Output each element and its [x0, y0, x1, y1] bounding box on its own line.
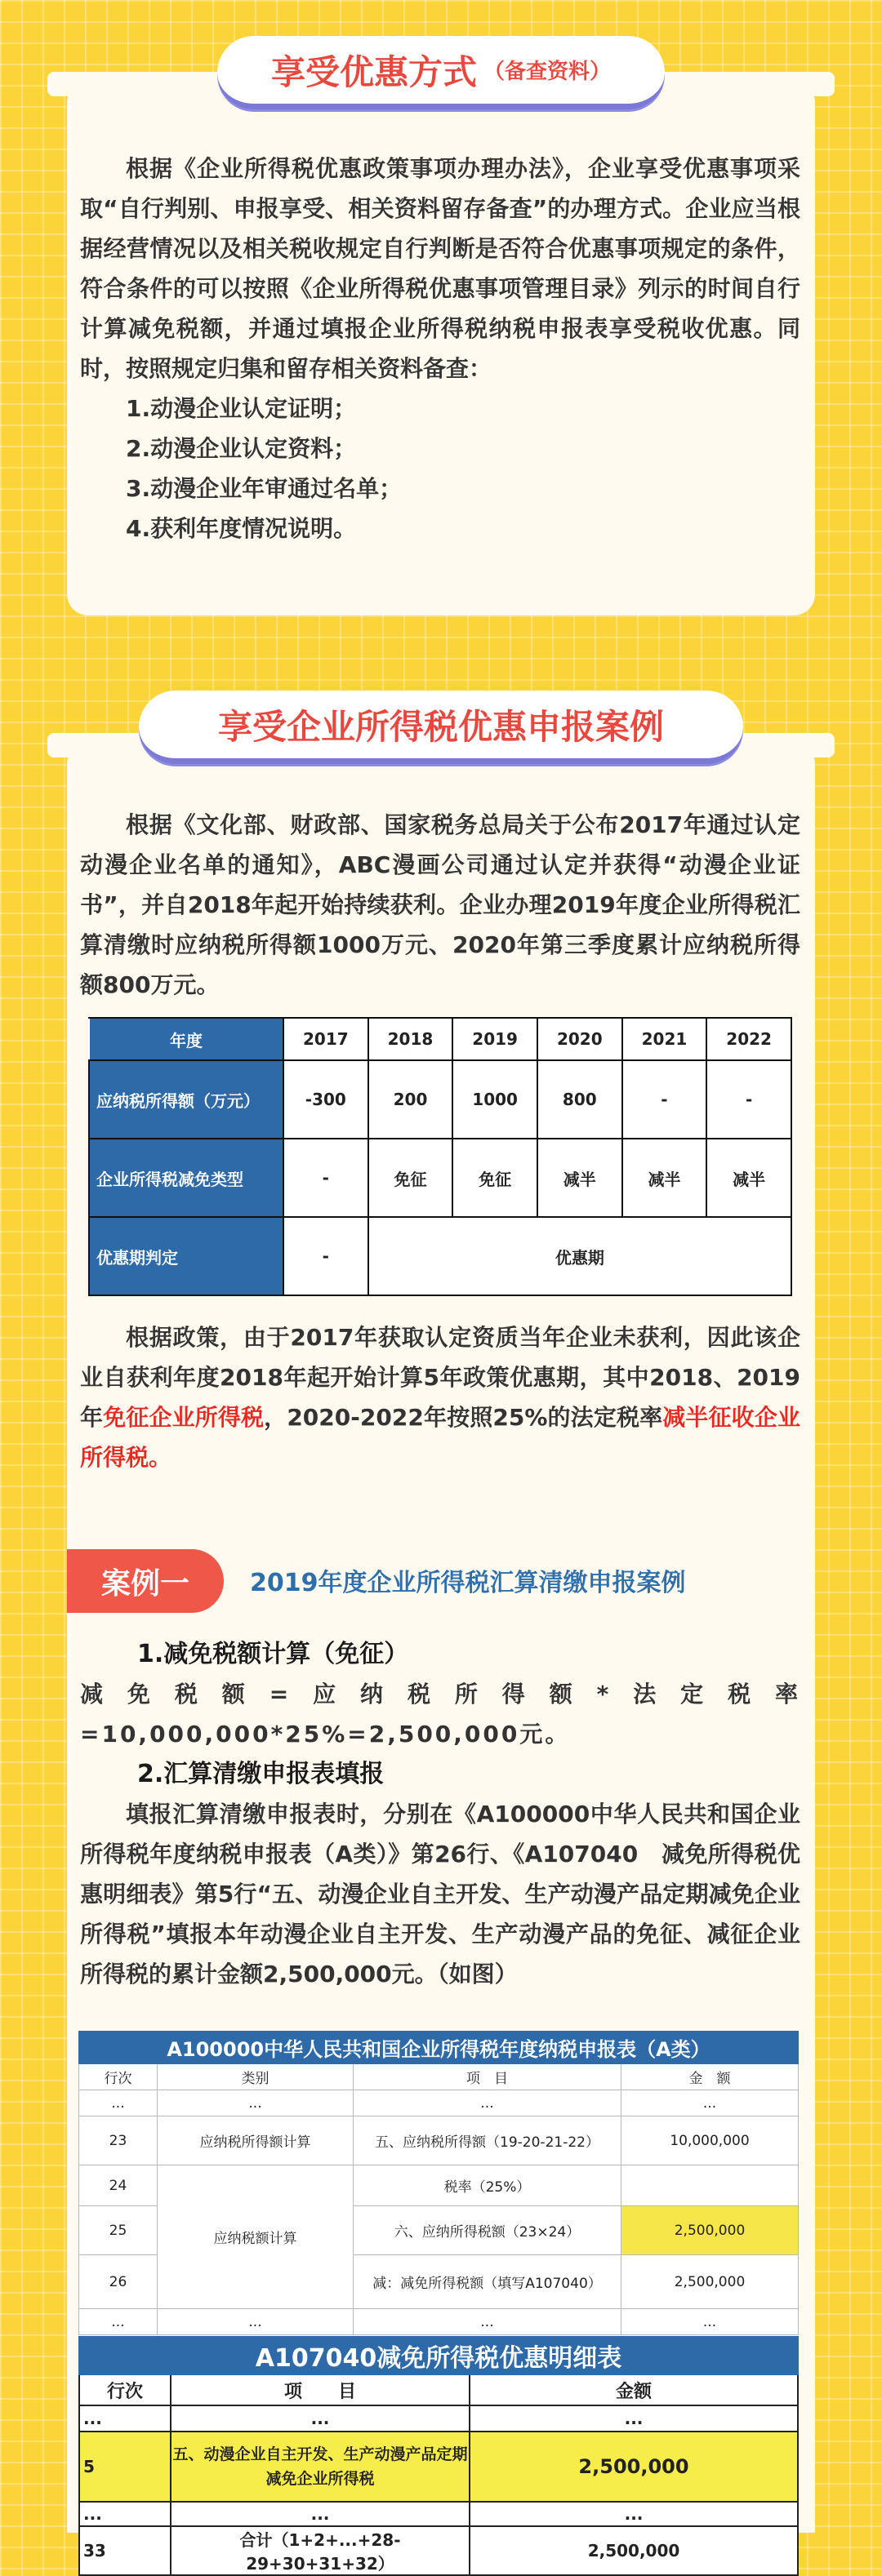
table-header: 2020 [537, 1018, 622, 1060]
table-cell: - [283, 1139, 368, 1217]
table-cell: 合计（1+2+...+28-29+30+31+32） [171, 2526, 470, 2575]
table-cell: ... [79, 2090, 158, 2116]
case-label: 案例一 [67, 1549, 224, 1613]
table-header: 行次 [79, 2064, 158, 2090]
table-header: 2022 [706, 1018, 791, 1060]
table-header: 2019 [452, 1018, 537, 1060]
highlight-text: 减半征收企业所得税。 [80, 1404, 800, 1471]
list-item: 2.动漫企业认定资料； [126, 435, 357, 462]
table-header: 行次 [79, 2374, 171, 2405]
table-cell: 减半 [706, 1139, 791, 1217]
table-cell: 减半 [622, 1139, 707, 1217]
table-cell: 5 [79, 2432, 171, 2502]
table-header: 2018 [368, 1018, 453, 1060]
section2-paragraph: 根据《文化部、财政部、国家税务总局关于公布2017年通过认定动漫企业名单的通知》，ABC漫画公司通过认定并获得“动漫企业证书”，并自2018年起开始持续获利。企业办理2019年度企业所得税汇算清缴时应纳税所得额1000万元、2020年第三季度累计应纳税所得额800万元。 [80, 811, 800, 998]
table-cell: - [622, 1060, 707, 1139]
table-cell: ... [354, 2309, 621, 2335]
table-a100000-title: A100000中华人民共和国企业所得税年度纳税申报表（A类） [79, 2032, 799, 2064]
table-cell: ... [171, 2405, 470, 2432]
table-cell: ... [79, 2309, 158, 2335]
table-cell: 800 [537, 1060, 622, 1139]
section1-body [80, 149, 800, 549]
table-cell: 2,500,000 [621, 2255, 799, 2309]
case1-paragraph-2: 填报汇算清缴申报表时，分别在《A100000中华人民共和国企业所得税年度纳税申报表（A类）》第26行、《A107040 减免所得税优惠明细表》第5行“五、动漫企业自主开发、生产动漫产品定期减免企业所得税”填报本年动漫企业自主开发、生产动漫产品的免征、减征企业所得税的累计金额2,500,000元。（如图） [80, 1801, 800, 1988]
section1-title-pill [217, 36, 665, 109]
case-title: 2019年度企业所得税汇算清缴申报案例 [250, 1569, 686, 1597]
table-cell: 1000 [452, 1060, 537, 1139]
table-header: 2021 [622, 1018, 707, 1060]
table-cell: - [706, 1060, 791, 1139]
table-cell: ... [158, 2309, 354, 2335]
table-cell: ... [79, 2502, 171, 2526]
table-cell-highlight: 2,500,000 [470, 2432, 798, 2502]
preferential-period-table [88, 1017, 792, 1296]
para-text: ，2020-2022年按照25%的法定税率 [264, 1404, 663, 1431]
table-a100000 [78, 2031, 799, 2335]
table-cell: 26 [79, 2255, 158, 2309]
table-a107040-title: A107040减免所得税优惠明细表 [79, 2337, 798, 2374]
table-header: 金额 [470, 2374, 798, 2405]
table-cell: ... [621, 2090, 799, 2116]
table-cell: 减半 [537, 1139, 622, 1217]
table-cell: ... [79, 2405, 171, 2432]
highlight-text: 免征企业所得税 [103, 1404, 265, 1431]
table-cell: 应纳税额计算 [158, 2165, 354, 2309]
table-cell: -300 [283, 1060, 368, 1139]
table-cell: 200 [368, 1060, 453, 1139]
table-cell: 33 [79, 2526, 171, 2575]
table-cell: 25 [79, 2206, 158, 2255]
section1-subtitle: （备查资料） [483, 60, 612, 84]
table-header: 类别 [158, 2064, 354, 2090]
table-header: 金 额 [621, 2064, 799, 2090]
table-header: 项 目 [171, 2374, 470, 2405]
table-cell: 免征 [452, 1139, 537, 1217]
table-cell: ... [158, 2090, 354, 2116]
list-item: 4.获利年度情况说明。 [126, 515, 357, 542]
case1-heading-1: 1.减免税额计算（免征） [137, 1640, 409, 1668]
table-cell: ... [470, 2502, 798, 2526]
table-row-label: 优惠期判定 [89, 1217, 283, 1295]
table-cell: 五、应纳税所得额（19-20-21-22） [354, 2116, 621, 2165]
table-cell: 应纳税所得额计算 [158, 2116, 354, 2165]
table-header: 2017 [283, 1018, 368, 1060]
table-row-label: 企业所得税减免类型 [89, 1139, 283, 1217]
table-cell: ... [621, 2309, 799, 2335]
table-cell: 24 [79, 2165, 158, 2206]
table-cell: 减：减免所得税额（填写A107040） [354, 2255, 621, 2309]
section2-body [80, 805, 800, 1005]
case1-heading-2: 2.汇算清缴申报表填报 [137, 1760, 385, 1788]
table-header: 项 目 [354, 2064, 621, 2090]
section1-title: 享受优惠方式 [270, 51, 477, 92]
table-cell: ... [354, 2090, 621, 2116]
case1-body [80, 1634, 800, 1994]
table-cell: 10,000,000 [621, 2116, 799, 2165]
table-cell: 2,500,000 [470, 2526, 798, 2575]
case1-paragraph-1: 减免税额=应纳税所得额*法定税率=10,000,000*25%=2,500,000元。 [80, 1681, 800, 1748]
section2-title: 享受企业所得税优惠申报案例 [217, 706, 664, 747]
table-cell-highlight: 2,500,000 [621, 2206, 799, 2255]
section2-paragraph-2 [80, 1317, 800, 1477]
section2-body-2 [80, 1317, 800, 1477]
table-cell: 免征 [368, 1139, 453, 1217]
table-cell: ... [171, 2502, 470, 2526]
list-item: 3.动漫企业年审通过名单； [126, 475, 403, 502]
table-a107040 [78, 2336, 799, 2576]
table-cell [621, 2165, 799, 2206]
table-cell: 23 [79, 2116, 158, 2165]
table-cell: - [283, 1217, 368, 1295]
table-cell: 六、应纳所得税额（23×24） [354, 2206, 621, 2255]
table-cell: 税率（25%） [354, 2165, 621, 2206]
section1-paragraph: 根据《企业所得税优惠政策事项办理办法》，企业享受优惠事项采取“自行判别、申报享受、相关资料留存备查”的办理方式。企业应当根据经营情况以及相关税收规定自行判断是否符合优惠事项规定的条件，符合条件的可以按照《企业所得税优惠事项管理目录》列示的时间自行计算减免税额，并通过填报企业所得税纳税申报表享受税收优惠。同时，按照规定归集和留存相关资料备查： [80, 155, 800, 382]
table-header: 年度 [89, 1018, 283, 1060]
para-text: 根据政策，由于2017年获取认定资质当年企业未获利，因此该企业自获利年度2018年起开始计算5年政策优惠期，其中2018、2019年 [80, 1324, 800, 1431]
table-cell: 优惠期 [368, 1217, 791, 1295]
table-row-label: 应纳税所得额（万元） [89, 1060, 283, 1139]
table-cell: ... [470, 2405, 798, 2432]
table-cell: 五、动漫企业自主开发、生产动漫产品定期减免企业所得税 [171, 2432, 470, 2502]
list-item: 1.动漫企业认定证明； [126, 395, 357, 422]
section2-title-pill [139, 691, 743, 764]
